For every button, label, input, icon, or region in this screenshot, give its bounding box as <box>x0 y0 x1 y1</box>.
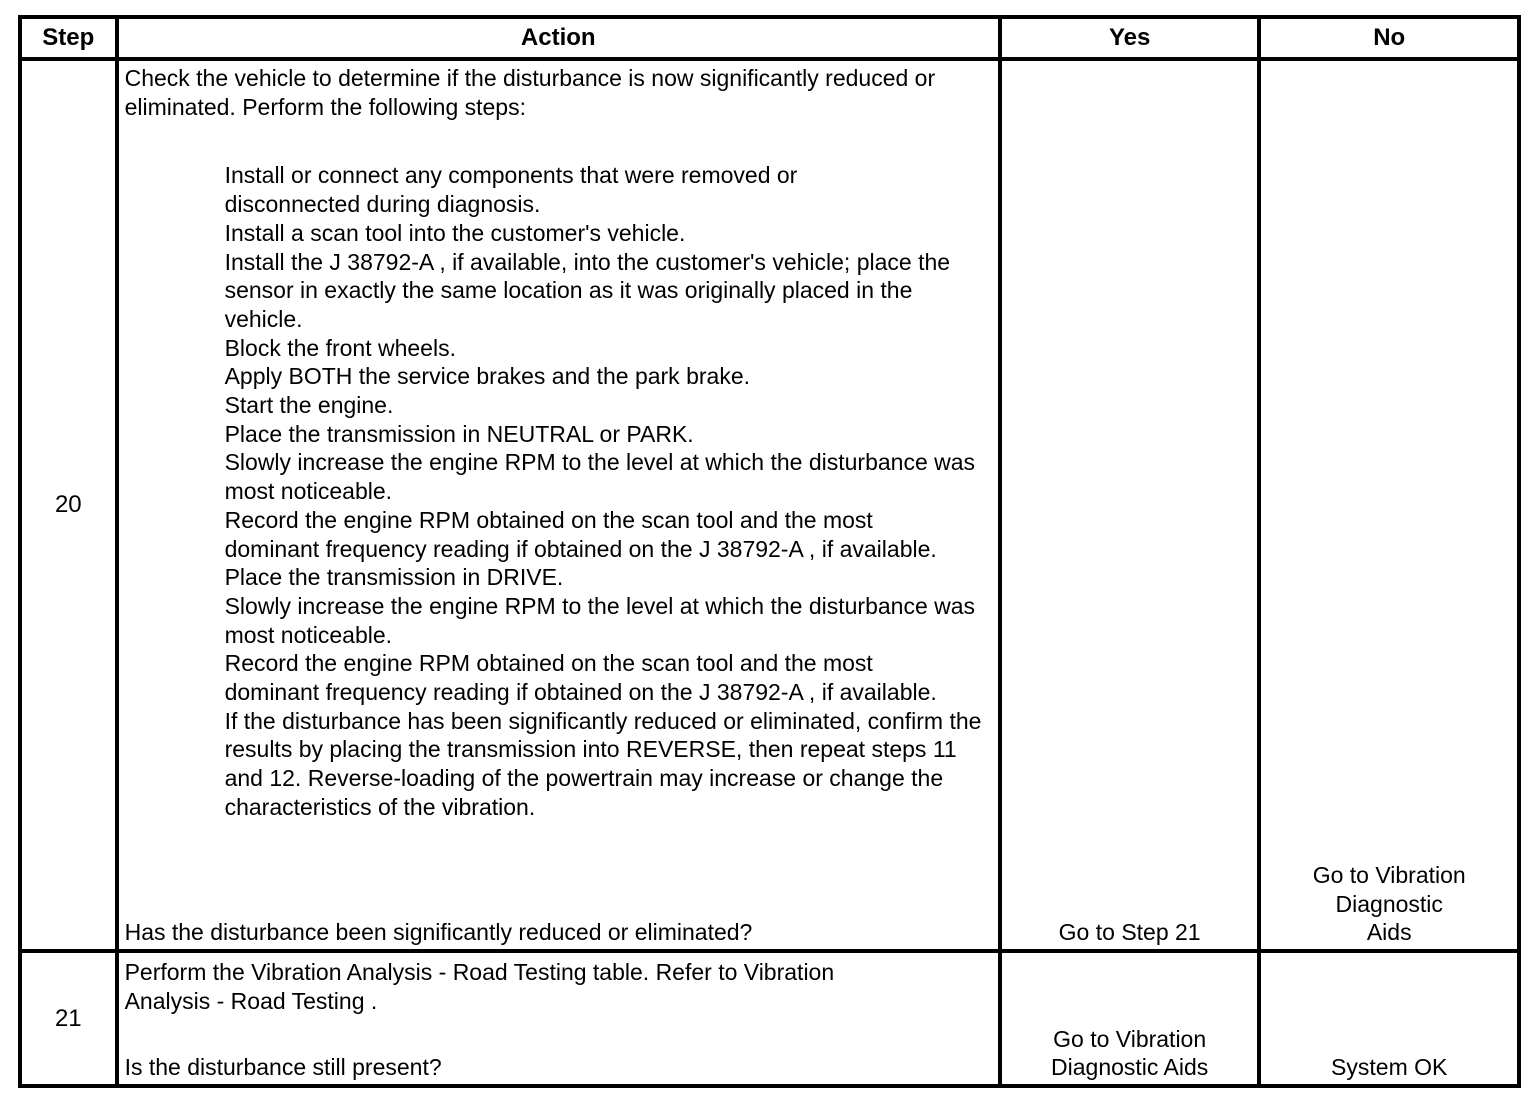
action-step: Install a scan tool into the customer's vehicle. <box>224 219 686 246</box>
header-action: Action <box>117 17 1000 59</box>
action-intro: Check the vehicle to determine if the disturbance is now significantly reduced or eliminated. Perform the following steps: <box>124 65 936 120</box>
action-step: Install the J 38792-A , if available, into the customer's vehicle; place the sensor in exactly the same location as it was originally placed in the vehicle. <box>224 248 951 332</box>
yes-cell <box>1000 951 1260 1086</box>
no-result: System OK <box>1331 1054 1448 1081</box>
yes-result: Go to Step 21 <box>1058 919 1201 946</box>
action-question: Has the disturbance been significantly reduced or eliminated? <box>124 919 753 946</box>
action-cell <box>117 951 1000 1086</box>
action-step: Record the engine RPM obtained on the scan tool and the most dominant frequency reading if obtained on the J 38792-A , if available. <box>224 506 937 562</box>
action-step: Place the transmission in DRIVE. <box>224 564 564 591</box>
yes-cell <box>1000 59 1260 951</box>
no-result: Go to Vibration Diagnostic Aids <box>1312 861 1466 946</box>
action-steps-list <box>225 161 998 821</box>
no-cell <box>1259 59 1519 951</box>
diagnostic-table <box>18 15 1521 1088</box>
yes-result: Go to Vibration Diagnostic Aids <box>1051 1025 1209 1081</box>
action-step: Start the engine. <box>224 392 394 419</box>
action-step: If the disturbance has been significantly reduced or eliminated, confirm the results by placing the transmission into REVERSE, then repeat steps 11 and 12. Reverse-loading of the powertrain may increase or change the characteristics of the vibration. <box>224 707 982 820</box>
action-intro: Perform the Vibration Analysis - Road Testing table. Refer to Vibration Analysis - Road Testing . <box>124 959 835 1014</box>
action-step: Apply BOTH the service brakes and the park brake. <box>224 363 750 390</box>
action-step: Install or connect any components that were removed or disconnected during diagnosis. <box>224 162 798 218</box>
step-number: 21 <box>20 951 117 1086</box>
header-yes: Yes <box>1000 17 1260 59</box>
header-no: No <box>1259 17 1519 59</box>
table-row <box>20 59 1519 951</box>
action-step: Record the engine RPM obtained on the scan tool and the most dominant frequency reading if obtained on the J 38792-A , if available. <box>224 650 937 706</box>
step-number: 20 <box>20 59 117 951</box>
action-cell <box>117 59 1000 951</box>
table-row <box>20 951 1519 1086</box>
action-step: Block the front wheels. <box>224 334 456 361</box>
action-step: Place the transmission in NEUTRAL or PARK. <box>224 420 694 447</box>
action-step: Slowly increase the engine RPM to the level at which the disturbance was most noticeable. <box>224 592 976 648</box>
table-header-row <box>20 17 1519 59</box>
no-cell <box>1259 951 1519 1086</box>
action-question: Is the disturbance still present? <box>124 1054 442 1081</box>
header-step: Step <box>20 17 117 59</box>
action-step: Slowly increase the engine RPM to the level at which the disturbance was most noticeable. <box>224 449 976 505</box>
